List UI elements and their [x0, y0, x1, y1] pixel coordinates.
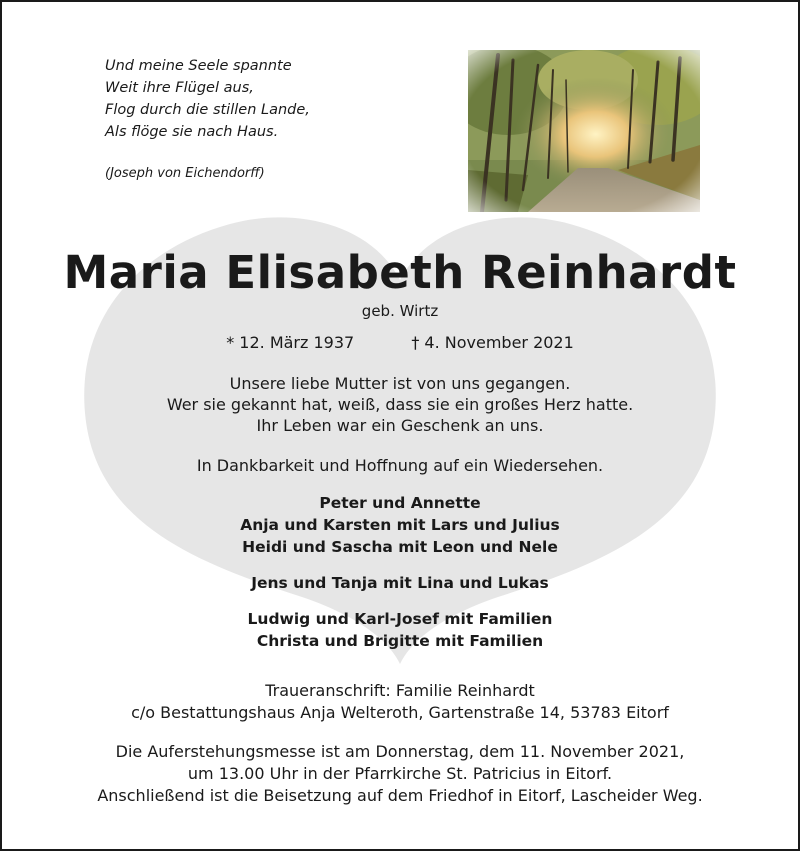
poem — [105, 55, 310, 185]
service-line: Die Auferstehungsmesse ist am Donnerstag, dem 11. November 2021, — [115, 742, 685, 761]
poem-author: (Joseph von Eichendorff) — [105, 166, 265, 181]
family-group — [2, 492, 798, 558]
poem-line: Und meine Seele spannte — [105, 58, 292, 74]
message-text — [2, 373, 798, 436]
service-line: um 13.00 Uhr in der Pfarrkirche St. Patricius in Eitorf. — [187, 764, 613, 783]
maiden-name: geb. Wirtz — [361, 302, 439, 320]
deceased-name: Maria Elisabeth Reinhardt — [63, 246, 737, 299]
family-line: Jens und Tanja mit Lina und Lukas — [251, 574, 549, 592]
family-line: Ludwig und Karl-Josef mit Familien — [247, 610, 553, 628]
message-line: Unsere liebe Mutter ist von uns gegangen. — [229, 374, 571, 393]
service-line: Anschließend ist die Beisetzung auf dem Friedhof in Eitorf, Lascheider Weg. — [97, 786, 703, 805]
message-line: Ihr Leben war ein Geschenk an uns. — [256, 416, 544, 435]
message-line: Wer sie gekannt hat, weiß, dass sie ein großes Herz hatte. — [166, 395, 634, 414]
death-date: † 4. November 2021 — [411, 333, 574, 352]
life-dates — [2, 333, 798, 352]
family-group — [2, 572, 798, 594]
poem-line: Weit ihre Flügel aus, — [105, 80, 254, 96]
family-line: Peter und Annette — [319, 494, 481, 512]
family-line: Christa und Brigitte mit Familien — [256, 632, 544, 650]
gratitude-text: In Dankbarkeit und Hoffnung auf ein Wiedersehen. — [196, 456, 604, 475]
address-line: Traueranschrift: Familie Reinhardt — [265, 681, 535, 700]
family-line: Anja und Karsten mit Lars und Julius — [240, 516, 560, 534]
forest-path-photo — [468, 50, 700, 212]
birth-date: * 12. März 1937 — [226, 333, 355, 352]
poem-line: Als flöge sie nach Haus. — [105, 124, 279, 140]
poem-line: Flog durch die stillen Lande, — [105, 102, 310, 118]
mourning-address — [2, 680, 798, 724]
address-line: c/o Bestattungshaus Anja Welteroth, Gartenstraße 14, 53783 Eitorf — [131, 703, 669, 722]
family-line: Heidi und Sascha mit Leon und Nele — [242, 538, 558, 556]
service-info — [2, 741, 798, 807]
family-group — [2, 608, 798, 652]
